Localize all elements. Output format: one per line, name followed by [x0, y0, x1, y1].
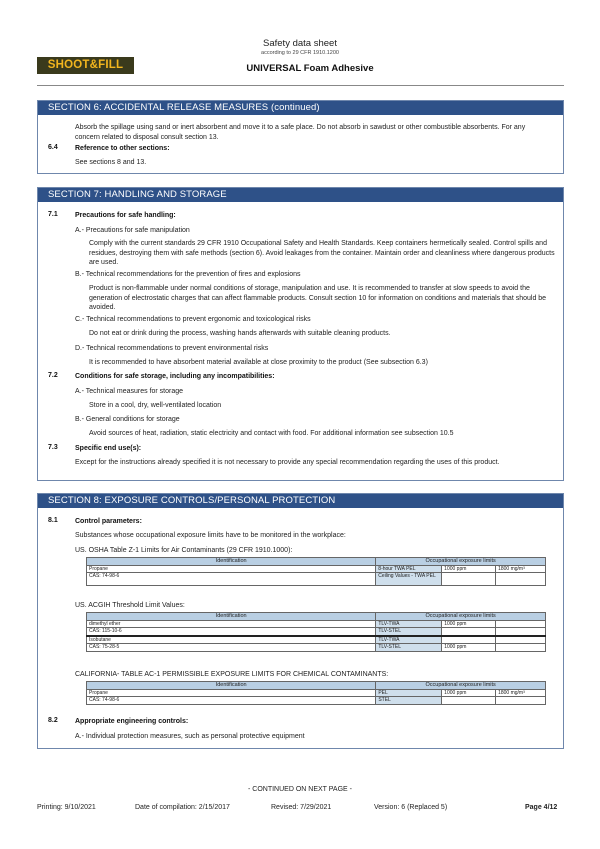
subsection-7-3-heading: Specific end use(s): [75, 445, 142, 452]
limit-ppm: 1000 ppm [442, 565, 496, 573]
limit-ppm [442, 628, 496, 636]
limit-mgm3 [496, 697, 546, 705]
acgih-table-title: US. ACGIH Threshold Limit Values: [75, 602, 185, 609]
subsection-7-2-number: 7.2 [48, 372, 58, 379]
identification-header: Identification [87, 682, 376, 690]
limit-type: TLV-TWA [376, 636, 442, 644]
limit-mgm3 [496, 573, 546, 586]
limit-type: 8-hour TWA PEL [376, 565, 442, 573]
limit-ppm [442, 697, 496, 705]
subsection-8-1-heading: Control parameters: [75, 518, 142, 525]
product-name: UNIVERSAL Foam Adhesive [246, 63, 374, 74]
section-8 [37, 493, 564, 749]
limit-mgm3 [496, 620, 546, 628]
exposure-intro: Substances whose occupational exposure limits have to be monitored in the workplace: [75, 532, 346, 539]
subsection-7-3-number: 7.3 [48, 444, 58, 451]
item-b-heading: B.- Technical recommendations for the prevention of fires and explosions [75, 271, 301, 278]
storage-a-heading: A.- Technical measures for storage [75, 388, 184, 395]
california-limits-table [86, 681, 546, 705]
subsection-6-4-number: 6.4 [48, 144, 58, 151]
table-row [87, 644, 546, 652]
subsection-6-4-heading: Reference to other sections: [75, 145, 170, 152]
page-header [0, 0, 600, 90]
substance-name: Isobutane [87, 636, 376, 644]
item-c-heading: C.- Technical recommendations to prevent ergonomic and toxicological risks [75, 316, 311, 323]
storage-a-text: Store in a cool, dry, well-ventilated location [89, 402, 222, 409]
storage-b-text: Avoid sources of heat, radiation, static electricity and contact with food. For additional information see subsection 10.5 [89, 430, 454, 437]
section-7 [37, 187, 564, 481]
table-header-row [87, 613, 546, 621]
item-d-text: It is recommended to have absorbent material available at close proximity to the product (See subsection 6.3) [89, 359, 428, 366]
limit-mgm3: 1800 mg/m³ [496, 565, 546, 573]
substance-name: Propane [87, 565, 376, 573]
limit-ppm [442, 573, 496, 586]
substance-cas: CAS: 75-28-5 [87, 644, 376, 652]
section-7-title: SECTION 7: HANDLING AND STORAGE [38, 188, 563, 202]
version-info: Version: 6 (Replaced 5) [374, 804, 448, 811]
limit-type: TLV-TWA [376, 620, 442, 628]
limit-mgm3 [496, 636, 546, 644]
document-regulation: according to 29 CFR 1910.1200 [261, 50, 339, 56]
table-row [87, 620, 546, 628]
exposure-limits-header: Occupational exposure limits [376, 682, 546, 690]
header-divider [37, 85, 564, 86]
exposure-limits-header: Occupational exposure limits [376, 613, 546, 621]
section-6-paragraph: Absorb the spillage using sand or inert absorbent and move it to a safe place. Do not absorb in sawdust or other combustible absorbents. For any concern related to disposal consult section 13. [75, 124, 526, 141]
section-6-title: SECTION 6: ACCIDENTAL RELEASE MEASURES (continued) [38, 101, 563, 115]
limit-ppm: 1000 ppm [442, 644, 496, 652]
table-header-row [87, 682, 546, 690]
limit-ppm [442, 636, 496, 644]
limit-type: STEL [376, 697, 442, 705]
substance-cas: CAS: 74-98-6 [87, 573, 376, 586]
page-number: Page 4/12 [525, 804, 558, 811]
identification-header: Identification [87, 558, 376, 566]
limit-type: PEL [376, 689, 442, 697]
substance-name: Propane [87, 689, 376, 697]
table-row [87, 565, 546, 573]
section-8-title: SECTION 8: EXPOSURE CONTROLS/PERSONAL PROTECTION [38, 494, 563, 508]
subsection-7-1-heading: Precautions for safe handling: [75, 212, 176, 219]
subsection-7-1-number: 7.1 [48, 211, 58, 218]
compilation-date: Date of compilation: 2/15/2017 [135, 804, 230, 811]
item-b-text: Product is non-flammable under normal conditions of storage, manipulation and use. It is recommended to transfer at slow speeds to avoid the generation of electrostatic charges that can affect flammable products. Consult section 10 for information on conditions and materials that should be avoided. [89, 285, 547, 311]
section-6 [37, 100, 564, 174]
document-title: Safety data sheet [263, 38, 337, 49]
limit-type: TLV-STEL [376, 628, 442, 636]
subsection-6-4-text: See sections 8 and 13. [75, 159, 147, 166]
subsection-8-2-text: A.- Individual protection measures, such as personal protective equipment [75, 733, 305, 740]
limit-type: Ceiling Values - TWA PEL [376, 573, 442, 586]
storage-b-heading: B.- General conditions for storage [75, 416, 180, 423]
table-row [87, 628, 546, 636]
item-d-heading: D.- Technical recommendations to prevent environmental risks [75, 345, 269, 352]
table-row [87, 697, 546, 705]
item-a-text: Comply with the current standards 29 CFR 1910 Occupational Safety and Health Standards. Keep containers hermetically sealed. Control spills and residues, destroying them with safe methods (section 6). Avoid leakages from the container. Maintain order and cleanliness where dangerous products are used. [89, 240, 555, 266]
subsection-8-2-heading: Appropriate engineering controls: [75, 718, 189, 725]
table-row [87, 689, 546, 697]
limit-mgm3: 1800 mg/m³ [496, 689, 546, 697]
substance-name: dimethyl ether [87, 620, 376, 628]
printing-date: Printing: 9/10/2021 [37, 804, 96, 811]
limit-mgm3 [496, 628, 546, 636]
table-row [87, 573, 546, 586]
subsection-8-2-number: 8.2 [48, 717, 58, 724]
limit-type: TLV-STEL [376, 644, 442, 652]
table-row [87, 636, 546, 644]
limit-ppm: 1000 ppm [442, 620, 496, 628]
continued-notice: - CONTINUED ON NEXT PAGE - [248, 786, 352, 793]
revised-date: Revised: 7/29/2021 [271, 804, 332, 811]
table-header-row [87, 558, 546, 566]
exposure-limits-header: Occupational exposure limits [376, 558, 546, 566]
substance-cas: CAS: 74-98-6 [87, 697, 376, 705]
acgih-limits-table [86, 612, 546, 652]
item-a-heading: A.- Precautions for safe manipulation [75, 227, 190, 234]
subsection-8-1-number: 8.1 [48, 517, 58, 524]
identification-header: Identification [87, 613, 376, 621]
substance-cas: CAS: 115-10-6 [87, 628, 376, 636]
subsection-7-2-heading: Conditions for safe storage, including any incompatibilities: [75, 373, 275, 380]
subsection-7-3-text: Except for the instructions already specified it is not necessary to provide any special recommendation regarding the uses of this product. [75, 459, 500, 466]
limit-mgm3 [496, 644, 546, 652]
item-c-text: Do not eat or drink during the process, washing hands afterwards with suitable cleaning products. [89, 330, 391, 337]
osha-limits-table [86, 557, 546, 586]
limit-ppm: 1000 ppm [442, 689, 496, 697]
california-table-title: CALIFORNIA- TABLE AC-1 PERMISSIBLE EXPOSURE LIMITS FOR CHEMICAL CONTAMINANTS: [75, 671, 389, 678]
osha-table-title: US. OSHA Table Z-1 Limits for Air Contaminants (29 CFR 1910.1000): [75, 547, 293, 554]
brand-logo: SHOOT&FILL [37, 57, 134, 74]
